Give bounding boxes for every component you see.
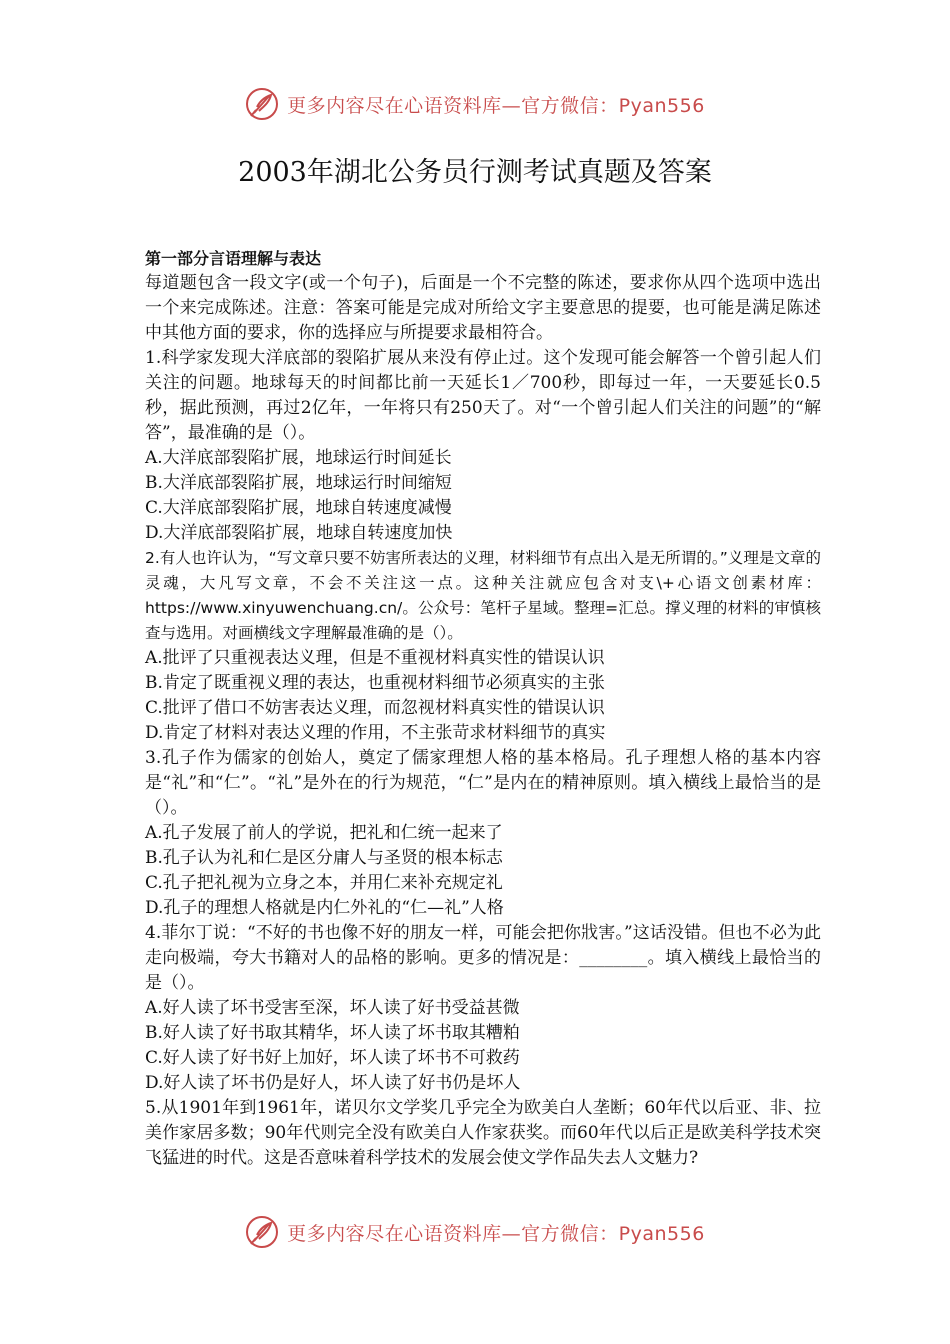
option-c: C.孔子把礼视为立身之本，并用仁来补充规定礼 [145,873,503,893]
document-body [145,246,821,1171]
option-a: A.大洋底部裂陷扩展，地球运行时间延长 [145,448,452,468]
question-2 [145,546,821,746]
question-stem: 3.孔子作为儒家的创始人，奠定了儒家理想人格的基本格局。孔子理想人格的基本内容是“礼”和“仁”。“礼”是外在的行为规范，“仁”是内在的精神原则。填入横线上最恰当的是（）。 [145,748,821,818]
question-stem: 1.科学家发现大洋底部的裂陷扩展从来没有停止过。这个发现可能会解答一个曾引起人们关注的问题。地球每天的时间都比前一天延长1／700秒，即每过一年，一天要延长0.5秒，据此预测，再过2亿年，一年将只有250天了。对“一个曾引起人们关注的问题”的“解答”，最准确的是（）。 [145,348,821,443]
option-d: D.肯定了材料对表达义理的作用，不主张苛求材料细节的真实 [145,723,606,743]
option-c: C.批评了借口不妨害表达义理，而忽视材料真实性的错误认识 [145,698,605,718]
section-title: 第一部分言语理解与表达 [145,249,322,268]
question-5 [145,1096,821,1171]
question-1 [145,346,821,546]
banner-text: 更多内容尽在心语资料库—官方微信：Pyan556 [287,1222,705,1245]
option-c: C.好人读了好书好上加好，坏人读了坏书不可救药 [145,1048,520,1068]
option-b: B.肯定了既重视义理的表达，也重视材料细节必须真实的主张 [145,673,605,693]
question-stem: 2.有人也许认为，“写文章只要不妨害所表达的义理，材料细节有点出入是无所谓的。”义理是文章的灵魂，大凡写文章，不会不关注这一点。这种关注就应包含对支\+心语文创素材库：https://www.xinyuwenchuang.cn/。公众号：笔杆子星域。整理=汇总。撑义理的材料的审慎核查与选用。对画横线文字理解最准确的是（）。 [145,549,821,642]
feather-pen-logo-icon [245,1215,279,1249]
option-c: C.大洋底部裂陷扩展，地球自转速度减慢 [145,498,452,518]
question-stem: 4.菲尔丁说：“不好的书也像不好的朋友一样，可能会把你戕害。”这话没错。但也不必为此走向极端，夸大书籍对人的品格的影响。更多的情况是：________。填入横线上最恰当的是（）。 [145,923,821,993]
header-banner [0,84,950,124]
feather-pen-logo-icon [245,87,279,121]
option-d: D.孔子的理想人格就是内仁外礼的“仁—礼”人格 [145,898,504,918]
question-3 [145,746,821,921]
footer-banner [0,1212,950,1252]
instructions: 每道题包含一段文字(或一个句子)，后面是一个不完整的陈述，要求你从四个选项中选出一个来完成陈述。注意：答案可能是完成对所给文字主要意思的提要，也可能是满足陈述中其他方面的要求，你的选择应与所提要求最相符合。 [145,273,821,343]
option-a: A.好人读了坏书受害至深，坏人读了好书受益甚微 [145,998,520,1018]
option-b: B.大洋底部裂陷扩展，地球运行时间缩短 [145,473,452,493]
option-b: B.好人读了好书取其精华，坏人读了坏书取其糟粕 [145,1023,520,1043]
document-title: 2003年湖北公务员行测考试真题及答案 [238,157,712,188]
option-a: A.孔子发展了前人的学说，把礼和仁统一起来了 [145,823,503,843]
question-4 [145,921,821,1096]
question-stem: 5.从1901年到1961年，诺贝尔文学奖几乎完全为欧美白人垄断；60年代以后亚、非、拉美作家居多数；90年代则完全没有欧美白人作家获奖。而60年代以后正是欧美科学技术突飞猛进的时代。这是否意味着科学技术的发展会使文学作品失去人文魅力? [145,1098,821,1168]
option-a: A.批评了只重视表达义理，但是不重视材料真实性的错误认识 [145,648,605,668]
option-d: D.大洋底部裂陷扩展，地球自转速度加快 [145,523,453,543]
option-d: D.好人读了坏书仍是好人，坏人读了好书仍是坏人 [145,1073,521,1093]
banner-text: 更多内容尽在心语资料库—官方微信：Pyan556 [287,94,705,117]
option-b: B.孔子认为礼和仁是区分庸人与圣贤的根本标志 [145,848,503,868]
